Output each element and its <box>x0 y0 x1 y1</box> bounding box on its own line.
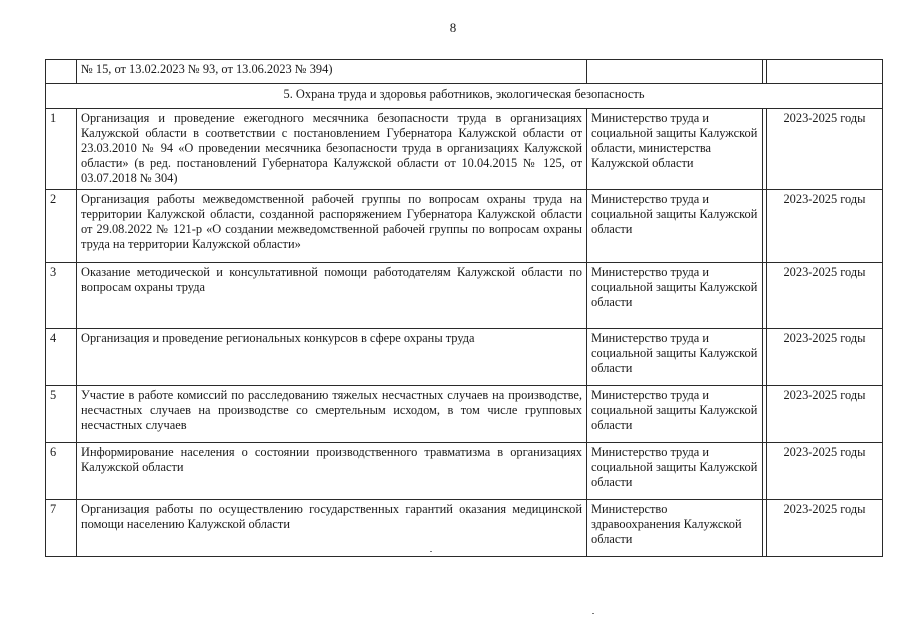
table-row <box>46 500 883 557</box>
row-term: 2023-2025 годы <box>767 386 883 443</box>
section-header-row <box>46 84 883 109</box>
row-number: 4 <box>46 329 77 386</box>
page-number: 8 <box>449 20 457 35</box>
row-number: 7 <box>46 500 77 557</box>
row-number: 6 <box>46 443 77 500</box>
table-row <box>46 443 883 500</box>
row-executor: Министерство труда и социальной защиты Калужской области <box>587 263 763 329</box>
row-executor: Министерство труда и социальной защиты Калужской области <box>587 190 763 263</box>
row-number: 2 <box>46 190 77 263</box>
table-row <box>46 109 883 190</box>
row-term: 2023-2025 годы <box>767 190 883 263</box>
row-executor: Министерство труда и социальной защиты Калужской области <box>587 329 763 386</box>
continuation-num-cell <box>46 60 77 84</box>
continuation-row <box>46 60 883 84</box>
table-row <box>46 190 883 263</box>
row-executor: Министерство труда и социальной защиты Калужской области <box>587 443 763 500</box>
row-event: Организация и проведение ежегодного месячника безопасности труда в организациях Калужской области в соответствии с постановлением Губернатора Калужской области от 23.03.2010 № 94 «О проведении месячника безопасности труда в организациях Калужской области» (в ред. постановлений Губернатора Калужской области от 10.04.2015 № 125, от 03.07.2018 № 304) <box>77 109 587 190</box>
scan-speck <box>592 613 594 614</box>
row-term: 2023-2025 годы <box>767 263 883 329</box>
row-event: Организация работы по осуществлению государственных гарантий оказания медицинской помощи населению Калужской области <box>77 500 587 557</box>
row-event: Участие в работе комиссий по расследованию тяжелых несчастных случаев на производстве, несчастных случаев на производстве со смертельным исходом, в том числе групповых несчастных случаев <box>77 386 587 443</box>
row-executor: Министерство труда и социальной защиты Калужской области <box>587 386 763 443</box>
row-term: 2023-2025 годы <box>767 500 883 557</box>
row-event: Организация и проведение региональных конкурсов в сфере охраны труда <box>77 329 587 386</box>
row-event: Информирование населения о состоянии производственного травматизма в организациях Калужской области <box>77 443 587 500</box>
row-number: 1 <box>46 109 77 190</box>
row-event: Оказание методической и консультативной помощи работодателям Калужской области по вопросам охраны труда <box>77 263 587 329</box>
row-event: Организация работы межведомственной рабочей группы по вопросам охраны труда на территории Калужской области, созданной распоряжением Губернатора Калужской области от 29.08.2022 № 121-р «О создании межведомственной рабочей группы по вопросам охраны труда на территории Калужской области» <box>77 190 587 263</box>
table-row <box>46 329 883 386</box>
section-title: 5. Охрана труда и здоровья работников, экологическая безопасность <box>46 84 883 109</box>
row-number: 5 <box>46 386 77 443</box>
measures-table <box>45 59 883 557</box>
row-term: 2023-2025 годы <box>767 109 883 190</box>
scan-speck <box>430 551 432 552</box>
continuation-text: № 15, от 13.02.2023 № 93, от 13.06.2023 № 394) <box>77 60 587 84</box>
row-number: 3 <box>46 263 77 329</box>
row-term: 2023-2025 годы <box>767 443 883 500</box>
continuation-executor-cell <box>587 60 763 84</box>
table-row <box>46 386 883 443</box>
continuation-term-cell <box>767 60 883 84</box>
row-executor: Министерство здравоохранения Калужской области <box>587 500 763 557</box>
row-term: 2023-2025 годы <box>767 329 883 386</box>
table-row <box>46 263 883 329</box>
row-executor: Министерство труда и социальной защиты Калужской области, министерства Калужской области <box>587 109 763 190</box>
